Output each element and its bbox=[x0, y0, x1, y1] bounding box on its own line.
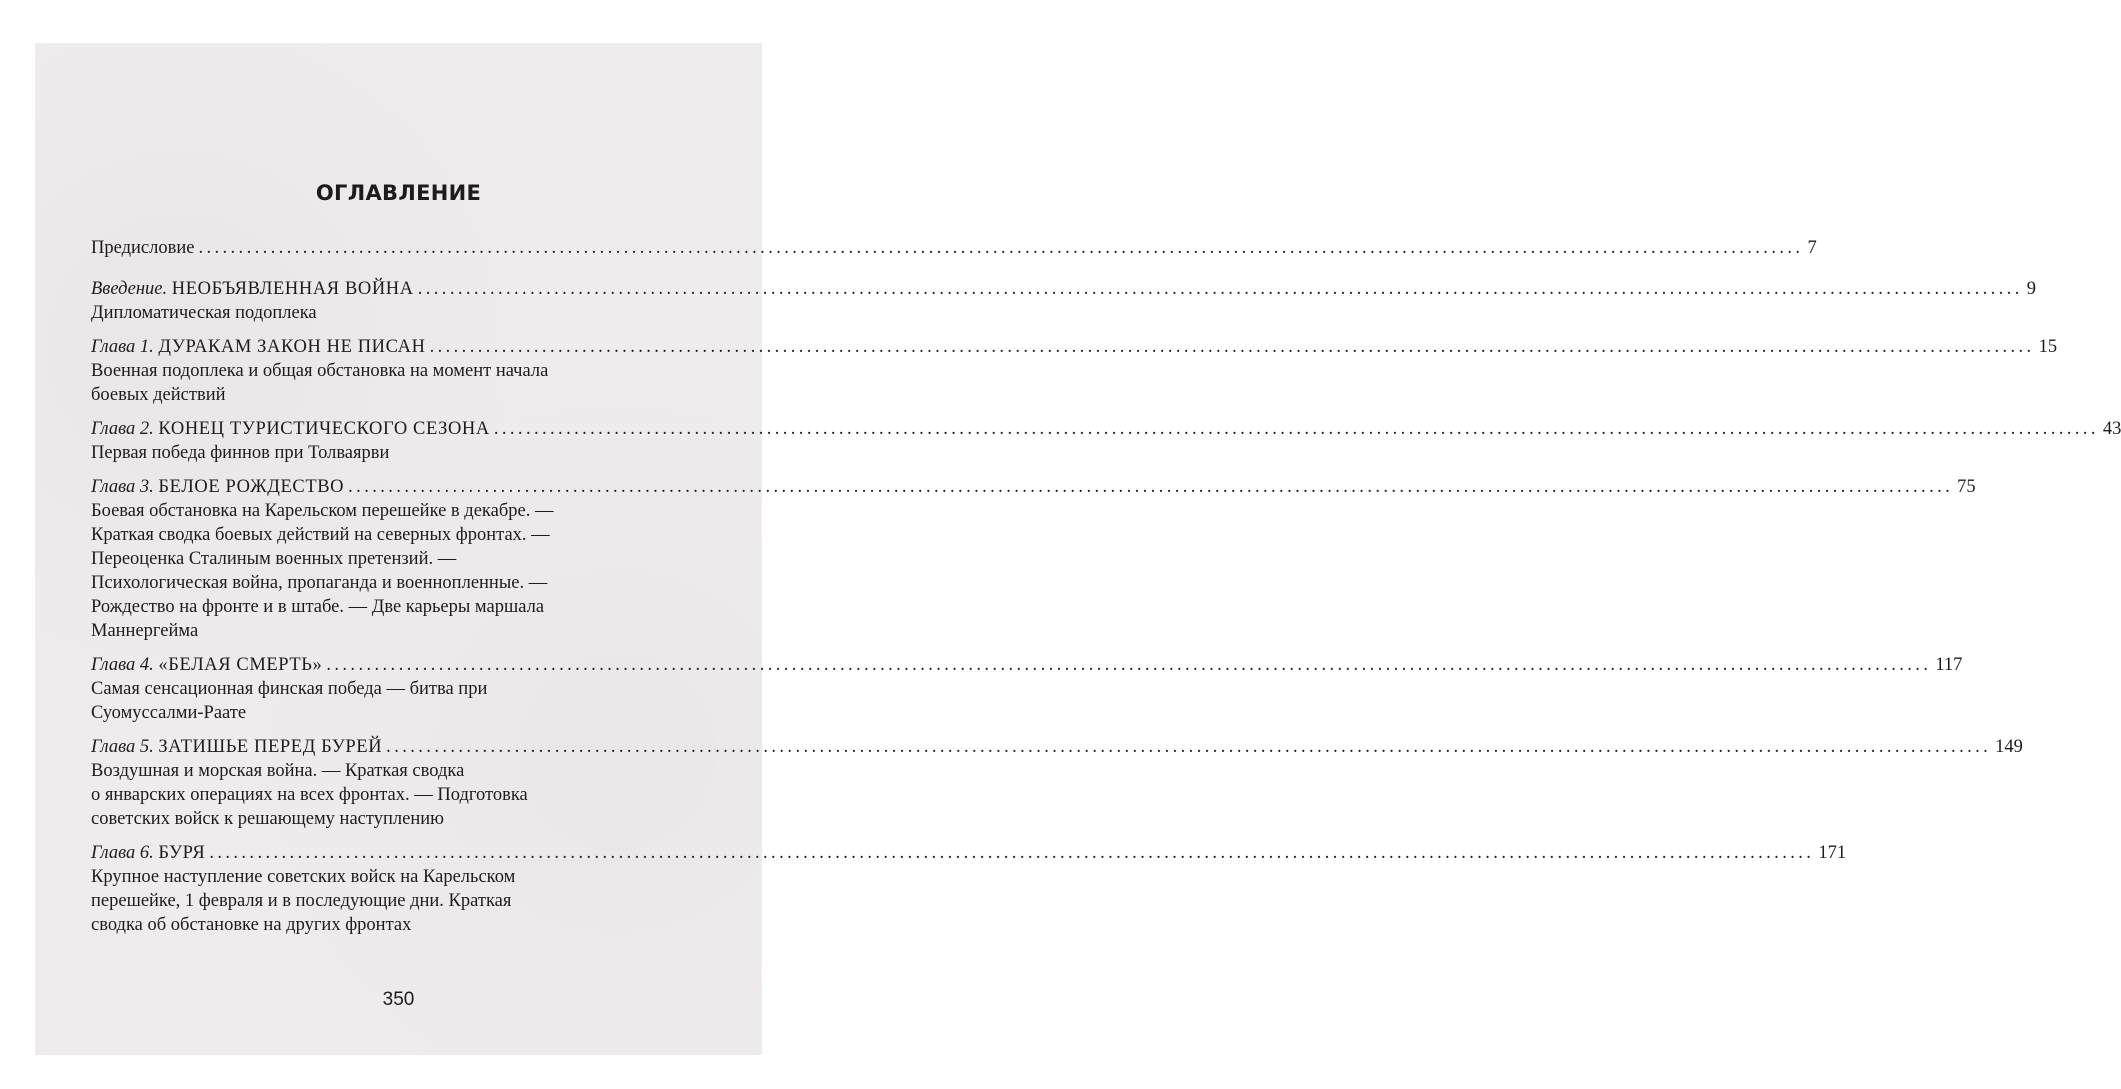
chapter-title: ЗАТИШЬЕ ПЕРЕД БУРЕЙ bbox=[158, 737, 383, 757]
toc-entry-heading bbox=[91, 417, 2121, 441]
toc-entry-heading bbox=[91, 277, 2036, 301]
chapter-title: КОНЕЦ ТУРИСТИЧЕСКОГО СЕЗОНА bbox=[158, 419, 490, 439]
toc-entry-description: о январских операциях на всех фронтах. — Подготовка bbox=[91, 785, 528, 805]
toc-entry-description: Военная подоплека и общая обстановка на момент начала bbox=[91, 361, 549, 381]
dot-leader: ........................................................................................................................................................................................................ bbox=[198, 238, 1804, 258]
chapter-number: Глава 4. bbox=[91, 655, 154, 675]
chapter-title: БЕЛОЕ РОЖДЕСТВО bbox=[158, 477, 345, 497]
dot-leader: ........................................................................................................................................................................................................ bbox=[209, 843, 1815, 863]
toc-entry-description: Самая сенсационная финская победа — битва при bbox=[91, 679, 488, 699]
chapter-number: Глава 5. bbox=[91, 737, 154, 757]
toc-entry-heading bbox=[91, 735, 2023, 759]
toc-entry-description: Воздушная и морская война. — Краткая сводка bbox=[91, 761, 465, 781]
toc-page-number: 171 bbox=[1818, 843, 1847, 863]
table-of-contents bbox=[91, 236, 2121, 937]
toc-entry bbox=[91, 236, 1817, 260]
toc-page-number: 43 bbox=[2102, 419, 2121, 439]
toc-entry-description: Боевая обстановка на Карельском перешейке в декабре. — bbox=[91, 501, 554, 521]
toc-page-number: 149 bbox=[1995, 737, 2023, 757]
book-page bbox=[35, 43, 2121, 1055]
toc-entry bbox=[91, 475, 1976, 643]
chapter-number: Глава 3. bbox=[91, 477, 154, 497]
dot-leader: ........................................................................................................................................................................................................ bbox=[429, 337, 2035, 357]
toc-entry-heading bbox=[91, 236, 1817, 260]
toc-entry-description: боевых действий bbox=[91, 385, 226, 405]
toc-entry-description: советских войск к решающему наступлению bbox=[91, 809, 444, 829]
toc-page-number: 75 bbox=[1957, 477, 1976, 497]
toc-entry-heading bbox=[91, 475, 1976, 499]
dot-leader: ........................................................................................................................................................................................................ bbox=[348, 477, 1954, 497]
toc-page-number: 15 bbox=[2038, 337, 2058, 357]
toc-page-number: 7 bbox=[1807, 238, 1817, 258]
dot-leader: ........................................................................................................................................................................................................ bbox=[417, 279, 2023, 299]
toc-entry-description: перешейке, 1 февраля и в последующие дни. Краткая bbox=[91, 891, 512, 911]
toc-entry bbox=[91, 841, 1847, 937]
toc-entry-description: Суомуссалми-Раате bbox=[91, 703, 247, 723]
toc-entry-description: Переоценка Сталиным военных претензий. — bbox=[91, 549, 457, 569]
toc-entry-label bbox=[91, 653, 322, 677]
toc-entry-description: Первая победа финнов при Толваярви bbox=[91, 443, 390, 463]
toc-entry-description: Рождество на фронте и в штабе. — Две карьеры маршала bbox=[91, 597, 545, 617]
chapter-title: БУРЯ bbox=[158, 843, 206, 863]
toc-entry-label bbox=[91, 277, 414, 301]
toc-entry-label bbox=[91, 841, 205, 865]
chapter-number: Введение. bbox=[91, 279, 168, 299]
chapter-title: «БЕЛАЯ СМЕРТЬ» bbox=[158, 655, 323, 675]
toc-entry-description: сводка об обстановке на других фронтах bbox=[91, 915, 412, 935]
toc-entry-heading bbox=[91, 841, 1847, 865]
toc-entry-description: Психологическая война, пропаганда и военнопленные. — bbox=[91, 573, 548, 593]
toc-entry-heading bbox=[91, 335, 2058, 359]
toc-entry-description: Дипломатическая подоплека bbox=[91, 303, 317, 323]
toc-entry-description: Краткая сводка боевых действий на северных фронтах. — bbox=[91, 525, 550, 545]
toc-entry-label bbox=[91, 735, 382, 759]
toc-entry-label bbox=[91, 475, 344, 499]
toc-page-number: 117 bbox=[1935, 655, 1963, 675]
toc-entry-heading bbox=[91, 653, 1963, 677]
toc-entry-label bbox=[91, 417, 490, 441]
toc-entry-label bbox=[91, 335, 426, 359]
chapter-number: Глава 1. bbox=[91, 337, 154, 357]
toc-entry-label bbox=[91, 236, 194, 260]
dot-leader: ........................................................................................................................................................................................................ bbox=[493, 419, 2099, 439]
toc-entry bbox=[91, 735, 2023, 831]
toc-page-number: 9 bbox=[2026, 279, 2036, 299]
toc-entry bbox=[91, 335, 2058, 407]
chapter-number: Глава 6. bbox=[91, 843, 154, 863]
toc-entry bbox=[91, 277, 2036, 325]
toc-entry-description: Крупное наступление советских войск на Карельском bbox=[91, 867, 516, 887]
chapter-title: ДУРАКАМ ЗАКОН НЕ ПИСАН bbox=[158, 337, 426, 357]
chapter-number: Глава 2. bbox=[91, 419, 154, 439]
dot-leader: ........................................................................................................................................................................................................ bbox=[386, 737, 1992, 757]
dot-leader: ........................................................................................................................................................................................................ bbox=[326, 655, 1932, 675]
toc-entry bbox=[91, 417, 2121, 465]
page-heading: ОГЛАВЛЕНИЕ bbox=[315, 181, 482, 205]
chapter-title: Предисловие bbox=[91, 238, 195, 258]
page-number: 350 bbox=[382, 989, 415, 1010]
toc-entry bbox=[91, 653, 1963, 725]
chapter-title: НЕОБЪЯВЛЕННАЯ ВОЙНА bbox=[171, 279, 414, 299]
toc-entry-description: Маннергейма bbox=[91, 621, 199, 641]
